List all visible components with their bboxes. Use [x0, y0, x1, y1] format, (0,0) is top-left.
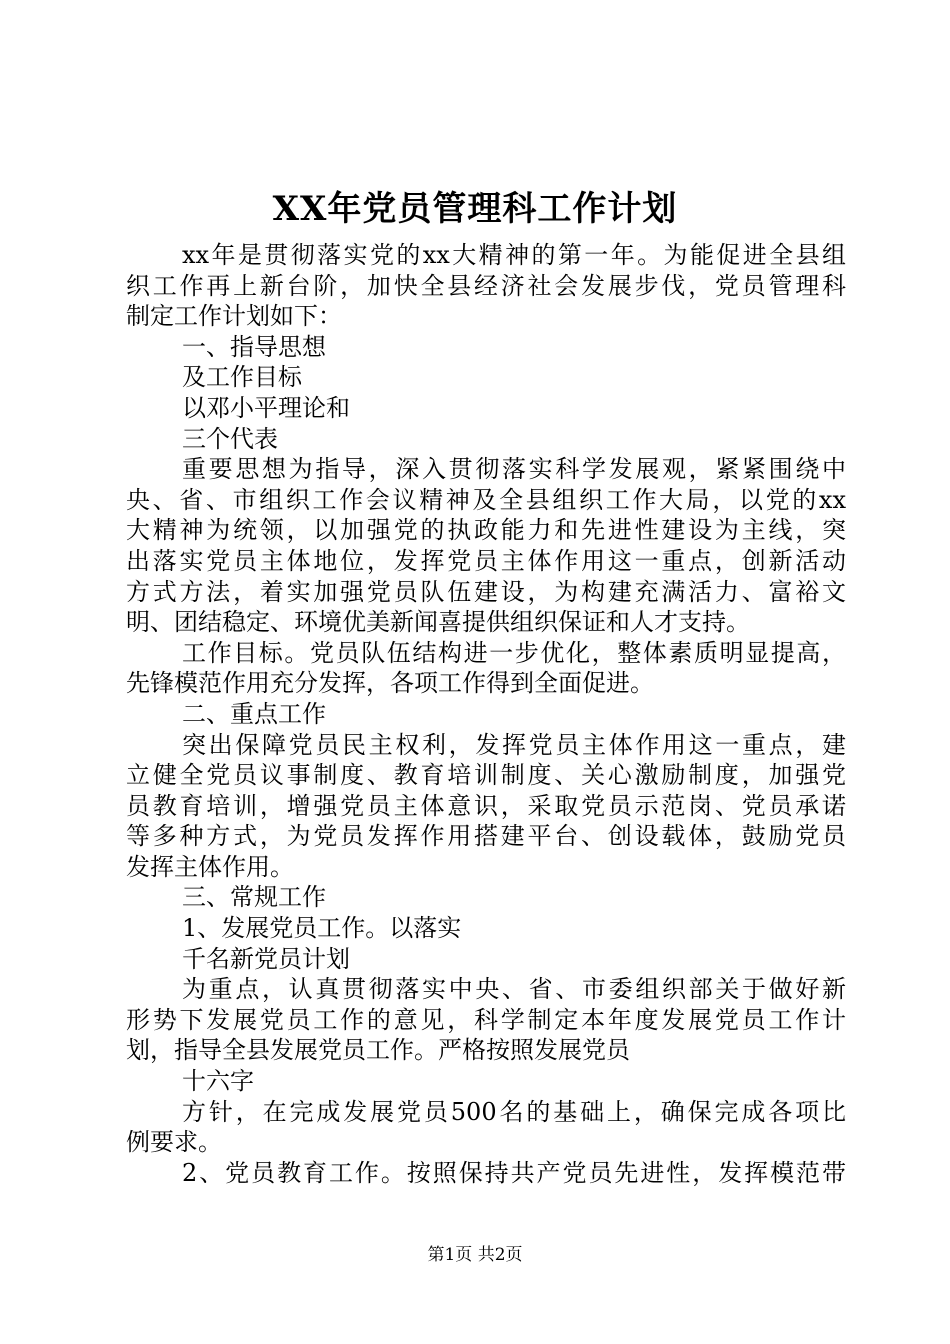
body-line: 制定工作计划如下： — [126, 302, 342, 331]
body-line: 三个代表 — [182, 424, 278, 453]
body-line: 央、省、市组织工作会议精神及全县组织工作大局，以党的xx — [126, 485, 846, 514]
body-line: 工作目标。党员队伍结构进一步优化，整体素质明显提高， — [182, 638, 846, 667]
body-line: 1、发展党员工作。以落实 — [182, 914, 462, 943]
body-line: 发挥主体作用。 — [126, 852, 294, 881]
body-line: 等多种方式，为党员发挥作用搭建平台、创设载体，鼓励党员 — [126, 822, 846, 851]
body-line: 立健全党员议事制度、教育培训制度、关心激励制度，加强党 — [126, 761, 846, 790]
body-line: 形势下发展党员工作的意见，科学制定本年度发展党员工作计 — [126, 1005, 846, 1034]
document-body — [126, 240, 846, 1188]
body-line: 千名新党员计划 — [182, 944, 350, 973]
body-line: 2、党员教育工作。按照保持共产党员先进性，发挥模范带 — [182, 1158, 846, 1187]
body-line: 重要思想为指导，深入贯彻落实科学发展观，紧紧围绕中 — [182, 455, 846, 484]
body-line: 为重点，认真贯彻落实中央、省、市委组织部关于做好新 — [182, 975, 846, 1004]
body-line: 以邓小平理论和 — [182, 393, 350, 422]
body-line: 出落实党员主体地位，发挥党员主体作用这一重点，创新活动 — [126, 546, 846, 575]
body-line: 方式方法，着实加强党员队伍建设，为构建充满活力、富裕文 — [126, 577, 846, 606]
body-line: 先锋模范作用充分发挥，各项工作得到全面促进。 — [126, 669, 654, 698]
body-line: 员教育培训，增强党员主体意识，采取党员示范岗、党员承诺 — [126, 791, 846, 820]
body-line: 三、常规工作 — [182, 883, 326, 912]
body-line: 突出保障党员民主权利，发挥党员主体作用这一重点，建 — [182, 730, 846, 759]
page-footer: 第1页 共2页 — [427, 1245, 523, 1265]
body-line: 大精神为统领，以加强党的执政能力和先进性建设为主线，突 — [126, 516, 846, 545]
body-line: 划，指导全县发展党员工作。严格按照发展党员 — [126, 1036, 630, 1065]
body-line: 及工作目标 — [182, 363, 302, 392]
body-line: 织工作再上新台阶，加快全县经济社会发展步伐，党员管理科 — [126, 271, 846, 300]
body-line: 明、团结稳定、环境优美新闻喜提供组织保证和人才支持。 — [126, 608, 750, 637]
body-line: 十六字 — [182, 1067, 254, 1096]
body-line: 一、指导思想 — [182, 332, 326, 361]
body-line: 方针，在完成发展党员500名的基础上，确保完成各项比 — [182, 1097, 846, 1126]
body-line: 例要求。 — [126, 1128, 222, 1157]
body-line: xx年是贯彻落实党的xx大精神的第一年。为能促进全县组 — [182, 241, 846, 269]
document-title: XX年党员管理科工作计划 — [272, 189, 678, 229]
body-line: 二、重点工作 — [182, 699, 326, 728]
